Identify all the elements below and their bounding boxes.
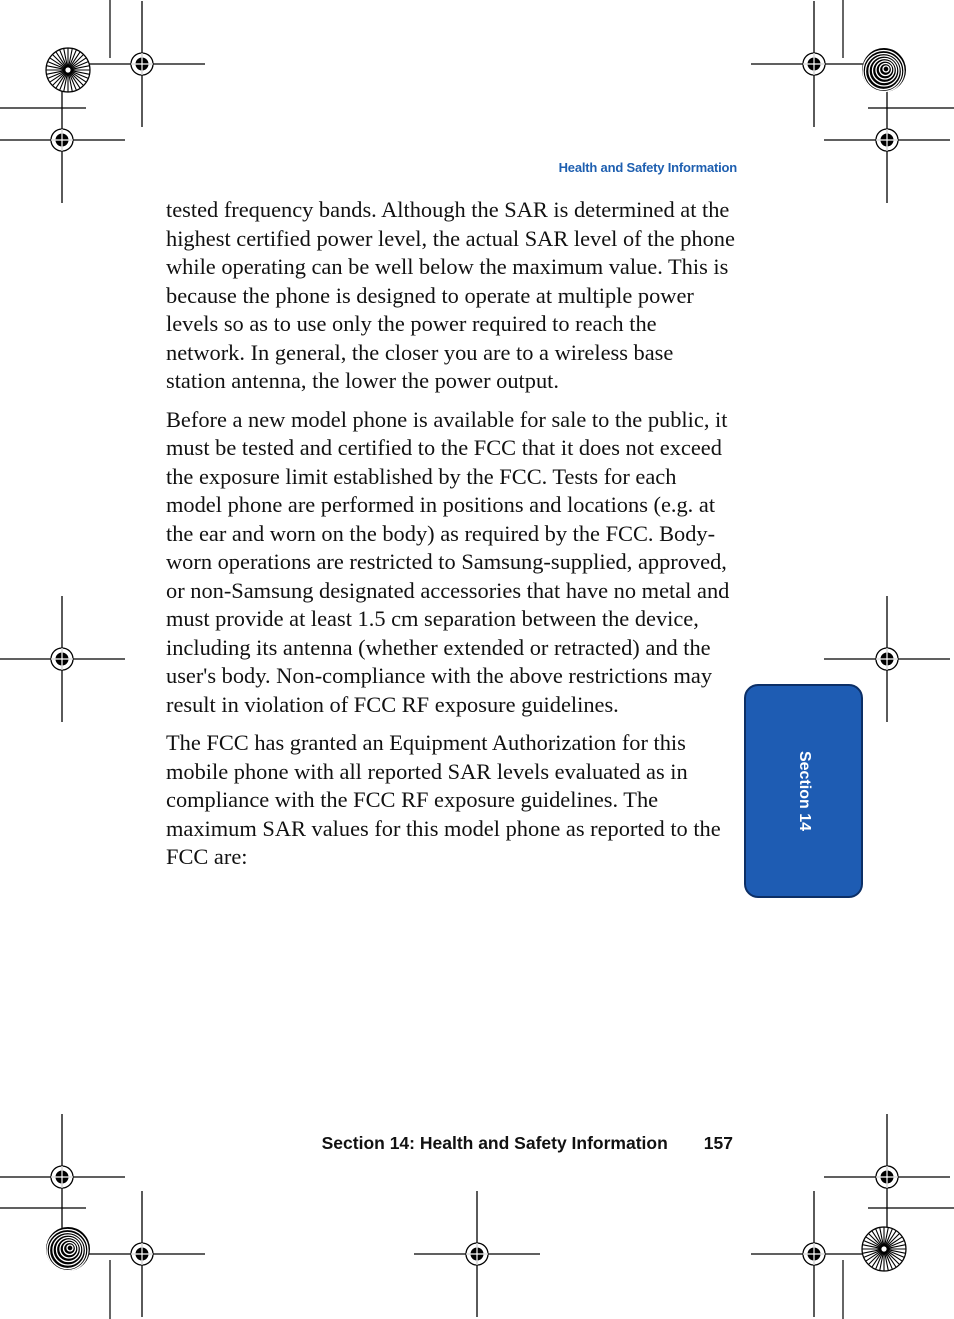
page-number: 157 [703,1133,733,1153]
body-text [166,196,736,882]
paragraph: The FCC has granted an Equipment Authorization for this mobile phone with all reported SAR levels evaluated as in compliance with the FCC RF exposure guidelines. The maximum SAR values for this model phone as reported to the FCC are: [166,730,721,869]
footer-title: Section 14: Health and Safety Information [321,1133,668,1153]
section-tab[interactable] [744,684,863,898]
section-tab-label: Section 14 [795,750,813,832]
paragraph: Before a new model phone is available for sale to the public, it must be tested and certified to the FCC that it does not exceed the exposure limit established by the FCC. Tests for each model phone are performed in positions and locations (e.g. at the ear and worn on the body) as required by the FCC. Body-worn operations are restricted to Samsung-supplied, approved, or non-Samsung designated accessories that have no metal and must provide at least 1.5 cm separation between the device, including its antenna (whether extended or retracted) and the user's body. Non-compliance with the above restrictions may result in violation of FCC RF exposure guidelines. [166,406,730,717]
running-header: Health and Safety Information [558,160,737,175]
paragraph: tested frequency bands. Although the SAR is determined at the highest certified power level, the actual SAR level of the phone while operating can be well below the maximum value. This is because the phone is designed to operate at multiple power levels so as to use only the power required to reach the network. In general, the closer you are to a wireless base station antenna, the lower the power output. [166,197,735,393]
page-footer [300,1133,733,1154]
